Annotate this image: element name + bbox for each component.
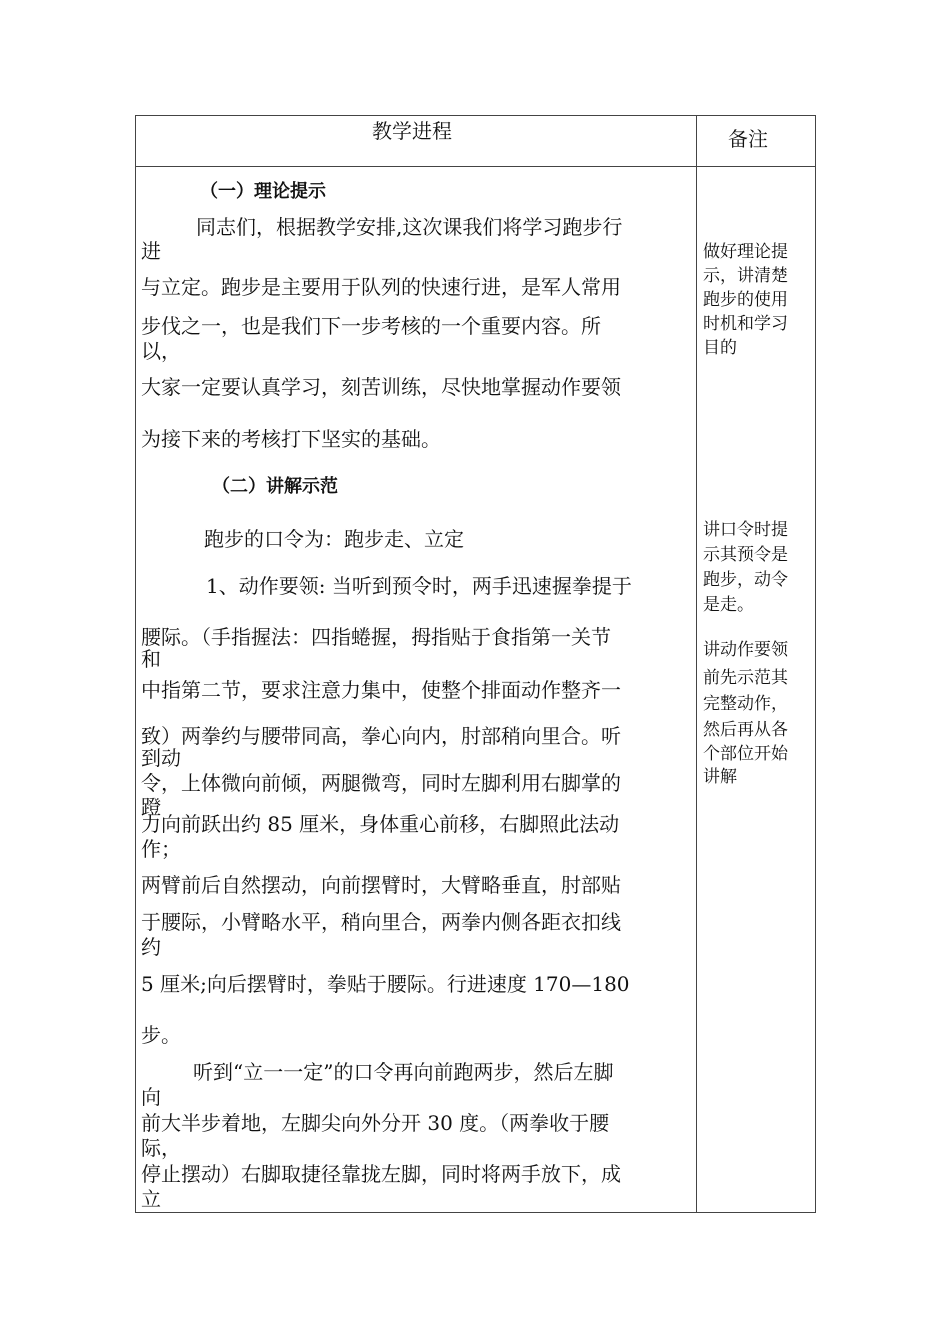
body-line: 5 厘米;向后摆臂时，拳贴于腰际。行进速度 170—180	[141, 972, 630, 996]
header-divider	[136, 166, 815, 167]
body-line-clipped: 蹬	[141, 795, 161, 819]
body-line: 中指第二节，要求注意力集中，使整个排面动作整齐一	[141, 678, 621, 702]
header-main: 教学进程	[372, 119, 452, 143]
body-line: 前大半步着地，左脚尖向外分开 30 度。（两拳收于腰	[141, 1111, 610, 1135]
section-title-demo: （二）讲解示范	[212, 476, 338, 497]
body-line: 进	[141, 239, 161, 263]
header-note: 备注	[728, 127, 768, 151]
note-line: 跑步的使用	[703, 290, 788, 310]
body-line: 力向前跃出约 85 厘米，身体重心前移，右脚照此法动	[141, 812, 620, 836]
note-line: 做好理论提	[703, 242, 788, 262]
body-line: 同志们，根据教学安排,这次课我们将学习跑步行	[196, 215, 623, 239]
body-line: 1、动作要领: 当听到预令时，两手迅速握拳提于	[206, 574, 632, 598]
body-line: 步。	[141, 1023, 181, 1047]
body-line: 为接下来的考核打下坚实的基础。	[141, 427, 441, 451]
body-line: 听到“立一一定”的口令再向前跑两步，然后左脚	[193, 1060, 614, 1084]
note-line: 讲口令时提	[703, 520, 788, 540]
note-line: 是走。	[703, 595, 754, 615]
note-line-clipped: 个部位开始	[703, 744, 788, 764]
note-line: 时机和学习	[703, 314, 788, 334]
body-line: 向	[141, 1085, 161, 1109]
body-line: 大家一定要认真学习，刻苦训练，尽快地掌握动作要领	[141, 375, 621, 399]
note-line: 前先示范其	[703, 668, 788, 688]
note-line: 然后再从各	[703, 720, 788, 740]
note-line: 目的	[703, 338, 737, 358]
body-line: 令，上体微向前倾，两腿微弯，同时左脚利用右脚掌的	[141, 771, 621, 795]
body-line: 致）两拳约与腰带同高，拳心向内，肘部稍向里合。听	[141, 724, 621, 748]
body-line: 约	[141, 935, 161, 959]
body-line-clipped: 和	[141, 647, 161, 671]
note-line: 跑步，动令	[703, 570, 788, 590]
body-line: 跑步的口令为：跑步走、立定	[204, 527, 464, 551]
note-line: 示，讲清楚	[703, 266, 788, 286]
body-line: 步伐之一，也是我们下一步考核的一个重要内容。所	[141, 314, 601, 338]
section-title-theory: （一）理论提示	[200, 181, 326, 202]
body-line: 作；	[141, 837, 181, 861]
note-line: 示其预令是	[703, 545, 788, 565]
body-line-clipped: 到动	[141, 746, 181, 770]
note-line: 完整动作，	[703, 694, 788, 714]
body-line: 两臂前后自然摆动，向前摆臂时，大臂略垂直，肘部贴	[141, 873, 621, 897]
body-line: 于腰际，小臂略水平，稍向里合，两拳内侧各距衣扣线	[141, 910, 621, 934]
body-line: 与立定。跑步是主要用于队列的快速行进，是军人常用	[141, 275, 621, 299]
body-line: 以，	[141, 339, 181, 363]
column-divider	[696, 116, 697, 1212]
body-line: 立	[141, 1187, 161, 1211]
note-line: 讲动作要领	[703, 640, 788, 660]
body-line: 腰际。（手指握法：四指蜷握，拇指贴于食指第一关节	[141, 625, 611, 649]
body-line: 停止摆动）右脚取捷径靠拢左脚，同时将两手放下，成	[141, 1162, 621, 1186]
body-line: 际，	[141, 1136, 181, 1160]
note-line: 讲解	[703, 767, 737, 787]
